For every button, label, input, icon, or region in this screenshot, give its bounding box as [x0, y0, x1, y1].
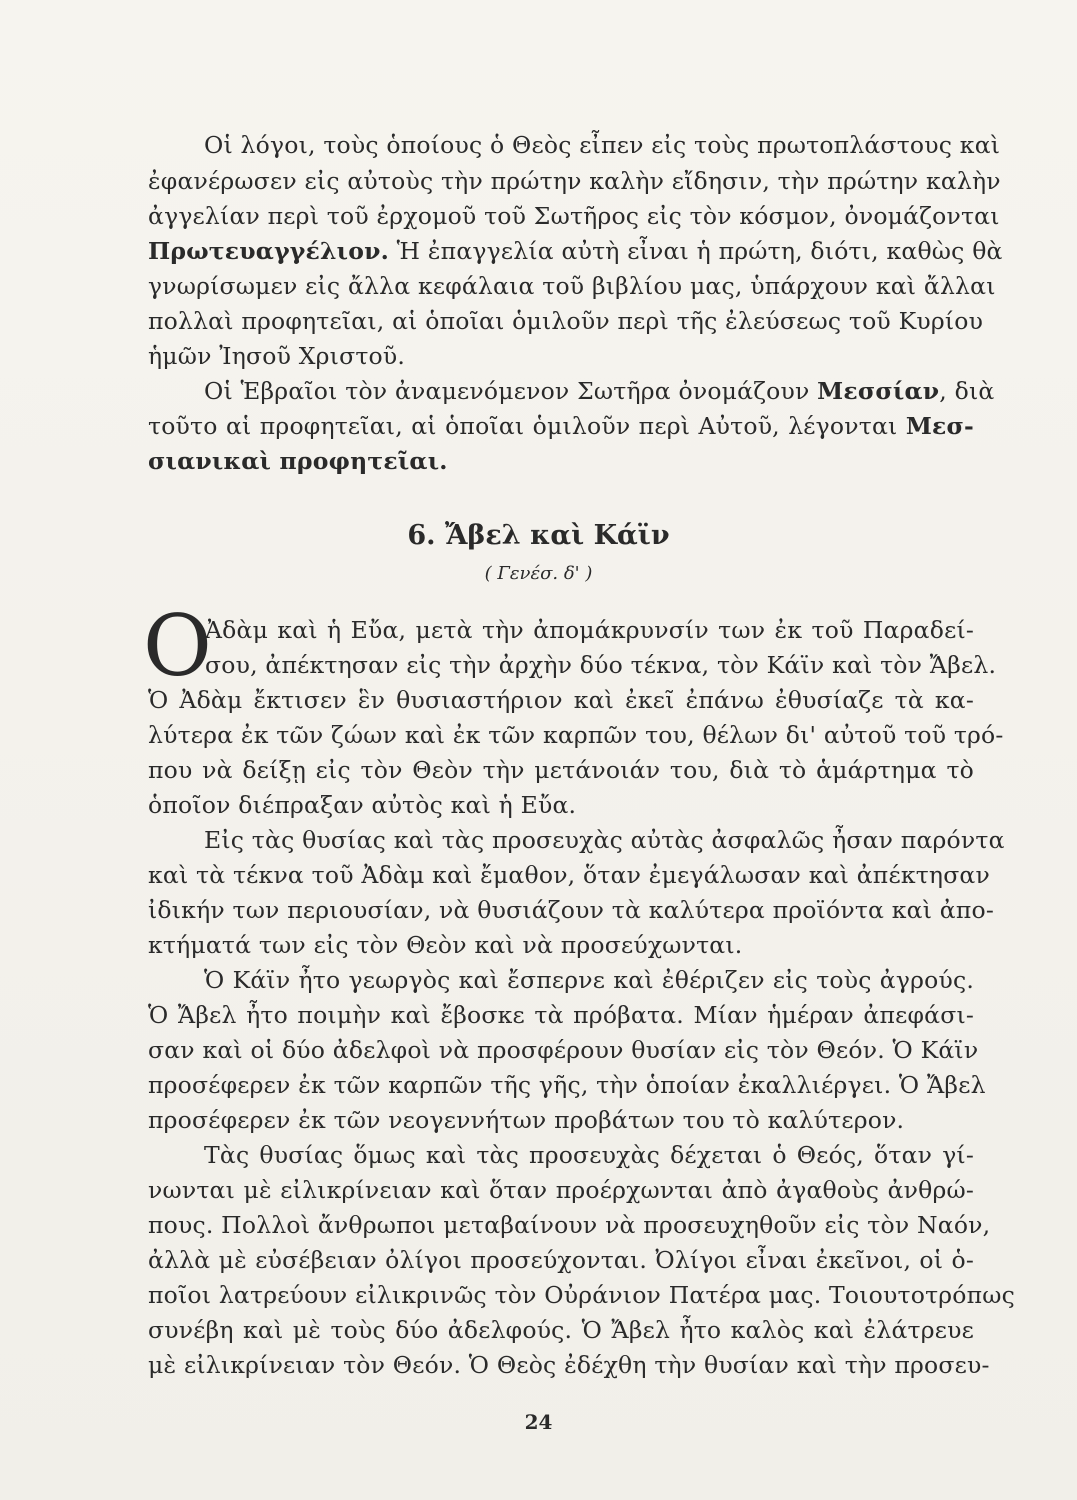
text-line: Εἰς τὰς θυσίας καὶ τὰς προσευχὰς αὐτὰς ἀσφαλῶς ἦσαν παρόντα — [204, 826, 1005, 854]
text-span: τοῦτο αἱ προφητεῖαι, αἱ ὁποῖαι ὁμιλοῦν περὶ Αὐτοῦ, λέγονται — [148, 412, 906, 440]
text-line: νωνται μὲ εἰλικρίνειαν καὶ ὅταν προέρχωνται ἀπὸ ἀγαθοὺς ἀνθρώ- — [148, 1176, 974, 1204]
text-line: ἀλλὰ μὲ εὐσέβειαν ὀλίγοι προσεύχονται. Ὀλίγοι εἶναι ἐκεῖνοι, οἱ ὁ- — [148, 1246, 974, 1274]
text-line: προσέφερεν ἐκ τῶν νεογεννήτων προβάτων του τὸ καλύτερον. — [148, 1106, 905, 1134]
text-line: γνωρίσωμεν εἰς ἄλλα κεφάλαια τοῦ βιβλίου μας, ὑπάρχουν καὶ ἄλλαι — [148, 272, 996, 300]
text-line — [204, 376, 995, 406]
term-messianic-prophecies: σιανικαὶ προφητεῖαι. — [148, 447, 448, 475]
text-line: Τὰς θυσίας ὅμως καὶ τὰς προσευχὰς δέχεται ὁ Θεός, ὅταν γί- — [204, 1141, 974, 1169]
text-line: ποῖοι λατρεύουν εἰλικρινῶς τὸν Οὐράνιον Πατέρα μας. Τοιουτοτρόπως — [148, 1281, 1015, 1309]
text-line: Ὁ Ἀδὰμ ἔκτισεν ἓν θυσιαστήριον καὶ ἐκεῖ ἐπάνω ἐθυσίαζε τὰ κα- — [148, 686, 974, 714]
text-span: , διὰ — [939, 377, 995, 405]
text-line — [148, 411, 974, 441]
drop-cap: Ο — [143, 597, 212, 695]
text-line: κτήματά των εἰς τὸν Θεὸν καὶ νὰ προσεύχωνται. — [148, 931, 743, 959]
text-line: Ἀδὰμ καὶ ἡ Εὔα, μετὰ τὴν ἀπομάκρυνσίν των ἐκ τοῦ Παραδεί- — [205, 616, 974, 644]
text-line: πολλαὶ προφητεῖαι, αἱ ὁποῖαι ὁμιλοῦν περὶ τῆς ἐλεύσεως τοῦ Κυρίου — [148, 307, 984, 335]
text-line: μὲ εἰλικρίνειαν τὸν Θεόν. Ὁ Θεὸς ἐδέχθη τὴν θυσίαν καὶ τὴν προσευ- — [148, 1351, 990, 1379]
text-line: Ὁ Ἄβελ ἦτο ποιμὴν καὶ ἔβοσκε τὰ πρόβατα. Μίαν ἡμέραν ἀπεφάσι- — [148, 1001, 974, 1029]
text-line: σου, ἀπέκτησαν εἰς τὴν ἀρχὴν δύο τέκνα, τὸν Κάϊν καὶ τὸν Ἄβελ. — [205, 651, 997, 679]
text-line — [148, 236, 1003, 266]
page-number: 24 — [524, 1410, 553, 1434]
text-line: Οἱ λόγοι, τοὺς ὁποίους ὁ Θεὸς εἶπεν εἰς τοὺς πρωτοπλάστους καὶ — [204, 131, 1001, 159]
text-line: συνέβη καὶ μὲ τοὺς δύο ἀδελφούς. Ὁ Ἄβελ ἦτο καλὸς καὶ ἐλάτρευε — [148, 1316, 974, 1344]
section-title: 6. Ἄβελ καὶ Κάϊν — [407, 520, 670, 551]
text-line: ὁποῖον διέπραξαν αὐτὸς καὶ ἡ Εὔα. — [148, 791, 577, 819]
text-span: Οἱ Ἑβραῖοι τὸν ἀναμενόμενον Σωτῆρα ὀνομάζουν — [204, 377, 818, 405]
text-line: ἰδικήν των περιουσίαν, νὰ θυσιάζουν τὰ καλύτερα προϊόντα καὶ ἀπο- — [148, 896, 995, 924]
text-line: ἐφανέρωσεν εἰς αὐτοὺς τὴν πρώτην καλὴν εἴδησιν, τὴν πρώτην καλὴν — [148, 167, 1001, 195]
text-span: Ἡ ἐπαγγελία αὐτὴ εἶναι ἡ πρώτη, διότι, καθὼς θὰ — [389, 237, 1003, 265]
text-line: που νὰ δείξῃ εἰς τὸν Θεὸν τὴν μετάνοιάν του, διὰ τὸ ἁμάρτημα τὸ — [148, 756, 974, 784]
text-line: λύτερα ἐκ τῶν ζώων καὶ ἐκ τῶν καρπῶν του, θέλων δι' αὐτοῦ τοῦ τρό- — [148, 721, 1004, 749]
text-line: πους. Πολλοὶ ἄνθρωποι μεταβαίνουν νὰ προσευχηθοῦν εἰς τὸν Ναόν, — [148, 1211, 991, 1239]
term-protevangelion: Πρωτευαγγέλιον. — [148, 237, 390, 265]
text-line: καὶ τὰ τέκνα τοῦ Ἀδὰμ καὶ ἔμαθον, ὅταν ἐμεγάλωσαν καὶ ἀπέκτησαν — [148, 861, 990, 889]
text-line: Ὁ Κάϊν ἦτο γεωργὸς καὶ ἔσπερνε καὶ ἐθέριζεν εἰς τοὺς ἀγρούς. — [204, 966, 974, 994]
term-messianic: Μεσ- — [905, 412, 974, 440]
text-line: ἡμῶν Ἰησοῦ Χριστοῦ. — [148, 342, 406, 370]
section-reference: ( Γενέσ. δ' ) — [484, 563, 593, 584]
text-line: σαν καὶ οἱ δύο ἀδελφοὶ νὰ προσφέρουν θυσίαν εἰς τὸν Θεόν. Ὁ Κάϊν — [148, 1036, 979, 1064]
text-line: προσέφερεν ἐκ τῶν καρπῶν τῆς γῆς, τὴν ὁποίαν ἐκαλλιέργει. Ὁ Ἄβελ — [148, 1071, 986, 1099]
text-line — [148, 446, 974, 476]
term-messiah: Μεσσίαν — [817, 377, 940, 405]
text-line: ἀγγελίαν περὶ τοῦ ἐρχομοῦ τοῦ Σωτῆρος εἰς τὸν κόσμον, ὀνομάζονται — [148, 202, 1000, 230]
